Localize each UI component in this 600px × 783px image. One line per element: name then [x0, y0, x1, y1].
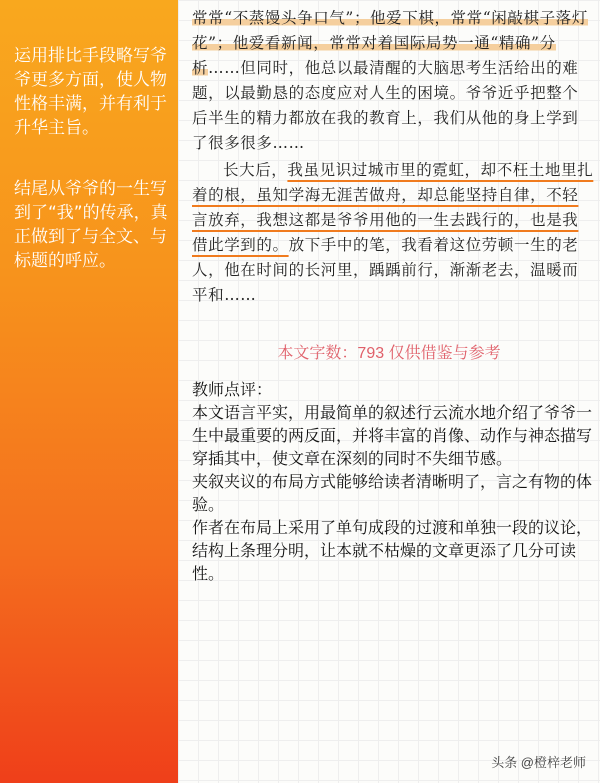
paragraph-text: 长大后， — [223, 161, 288, 179]
sidebar-annotations — [0, 0, 178, 783]
watermark: 头条 @橙梓老师 — [491, 755, 586, 770]
essay-text — [192, 6, 594, 308]
essay-paragraph-1 — [192, 6, 594, 156]
essay-panel — [178, 0, 600, 783]
comment-paragraph-2: 夹叙夹议的布局方式能够给读者清晰明了，言之有物的体验。 — [192, 474, 593, 514]
essay-paragraph-2 — [192, 158, 594, 308]
annotation-ending: 结尾从爷爷的一生写到了“我”的传承，真正做到了与全文、与标题的呼应。 — [14, 179, 168, 271]
highlighted-text: 常常“不蒸馒头争口气”；他爱下棋，常常“闲敲棋子落灯花”；他爱看新闻，常常对着国际局势一通“精确”分析 — [192, 9, 588, 77]
comment-title: 教师点评： — [192, 382, 273, 399]
comment-paragraph-3: 作者在布局上采用了单句成段的过渡和单独一段的议论，结构上条理分明，让本就不枯燥的文章更添了几分可读性。 — [192, 520, 593, 583]
paragraph-text: 放下手中的笔，我看着这位劳顿一生的老人，他在时间的长河里，踽踽前行，渐渐老去，温暖而平和…… — [192, 236, 579, 304]
word-count-note: 本文字数：793 仅供借鉴与参考 — [277, 345, 501, 362]
annotation-parallelism: 运用排比手段略写爷爷更多方面，使人物性格丰满，并有利于升华主旨。 — [14, 46, 167, 138]
paragraph-text: ……但同时，他总以最清醒的大脑思考生活给出的难题，以最勤恳的态度应对人生的困境。爷爷近乎把整个后半生的精力都放在我的教育上，我们从他的身上学到了很多很多…… — [192, 59, 579, 152]
underlined-text: 我虽见识过城市里的霓虹，却不枉土地里扎着的根，虽知学海无涯苦做舟，却总能坚持自律，不轻言放弃，我想这都是爷爷用他的一生去践行的，也是我借此学到的。 — [192, 161, 594, 254]
comment-paragraph-1: 本文语言平实，用最简单的叙述行云流水地介绍了爷爷一生中最重要的两反面，并将丰富的肖像、动作与神态描写穿插其中，使文章在深刻的同时不失细节感。 — [192, 405, 593, 468]
teacher-comment — [192, 379, 594, 586]
